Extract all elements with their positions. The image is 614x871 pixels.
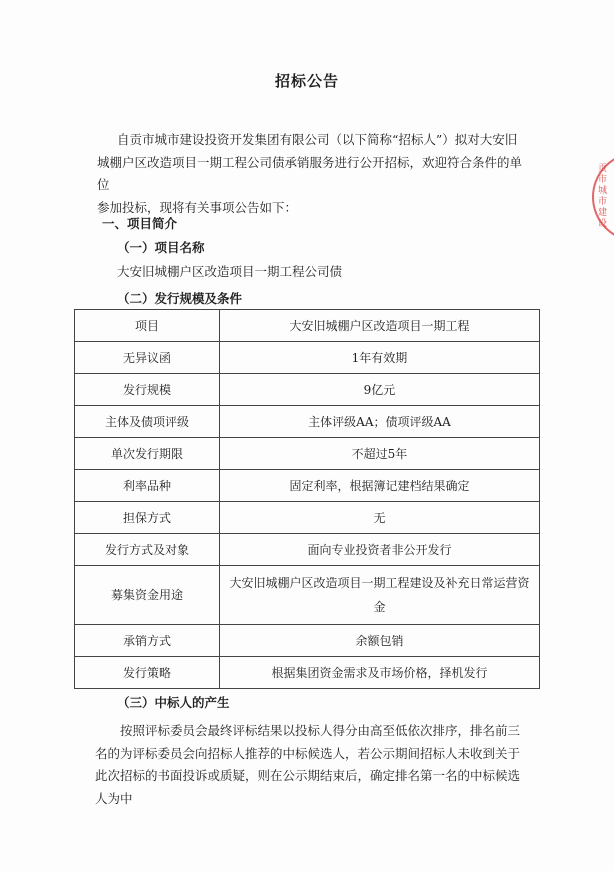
- table-value-cell: 不超过5年: [220, 438, 540, 470]
- table-key-cell: 无异议函: [75, 342, 220, 374]
- intro-line-1: 自贡市城市建设投资开发集团有限公司（以下简称“招标人”）拟对大安旧: [117, 132, 518, 147]
- intro-line-2: 城棚户区改造项目一期工程公司债承销服务进行公开招标，欢迎符合条件的单位: [97, 154, 523, 192]
- table-key-cell: 项目: [75, 310, 220, 342]
- subheading-issuance-terms: （二）发行规模及条件: [117, 291, 243, 306]
- winner-selection-paragraph: 按照评标委员会最终评标结果以投标人得分由高至低依次排序，排名前三名的为评标委员会向招标人推荐的中标候选人，若公示期间招标人未收到关于此次招标的书面投诉或质疑，则在公示期结束后，确定排名第一名的中标候选人为中: [95, 723, 521, 806]
- table-row: [75, 310, 540, 342]
- issuance-terms-table: [74, 309, 540, 689]
- table-key-cell: 发行规模: [75, 374, 220, 406]
- subheading-winner-selection: （三）中标人的产生: [117, 695, 230, 710]
- table-row: [75, 502, 540, 534]
- table-row: [75, 342, 540, 374]
- table-value-cell: 9亿元: [220, 374, 540, 406]
- table-value-cell: 固定利率，根据簿记建档结果确定: [220, 470, 540, 502]
- table-value-cell: 大安旧城棚户区改造项目一期工程: [220, 310, 540, 342]
- table-value-cell: 大安旧城棚户区改造项目一期工程建设及补充日常运营资金: [220, 566, 540, 625]
- table-value-cell: 无: [220, 502, 540, 534]
- table-row: [75, 406, 540, 438]
- table-row: [75, 470, 540, 502]
- table-key-cell: 承销方式: [75, 625, 220, 657]
- table-row: [75, 566, 540, 625]
- table-value-cell: 面向专业投资者非公开发行: [220, 534, 540, 566]
- table-key-cell: 主体及债项评级: [75, 406, 220, 438]
- table-key-cell: 发行策略: [75, 657, 220, 689]
- table-key-cell: 利率品种: [75, 470, 220, 502]
- intro-paragraph: [97, 129, 523, 219]
- intro-line-3: 参加投标，现将有关事项公告如下：: [97, 199, 298, 215]
- table-row: [75, 657, 540, 689]
- table-key-cell: 发行方式及对象: [75, 534, 220, 566]
- table-value-cell: 1年有效期: [220, 342, 540, 374]
- table-row: [75, 374, 540, 406]
- table-key-cell: 单次发行期限: [75, 438, 220, 470]
- table-value-cell: 主体评级AA；债项评级AA: [220, 406, 540, 438]
- seal-text: 贡市城市建设: [598, 164, 608, 229]
- table-value-cell: 余额包销: [220, 625, 540, 657]
- table-value-cell: 根据集团资金需求及市场价格，择机发行: [220, 657, 540, 689]
- company-seal: [592, 152, 614, 242]
- table-key-cell: 募集资金用途: [75, 566, 220, 625]
- table-row: [75, 534, 540, 566]
- section-heading-project-intro: 一、项目简介: [102, 216, 178, 231]
- document-title: 招标公告: [274, 72, 339, 90]
- table-key-cell: 担保方式: [75, 502, 220, 534]
- subheading-project-name: （一）项目名称: [117, 240, 205, 255]
- table-row: [75, 438, 540, 470]
- project-name-text: 大安旧城棚户区改造项目一期工程公司债: [117, 264, 343, 279]
- table-row: [75, 625, 540, 657]
